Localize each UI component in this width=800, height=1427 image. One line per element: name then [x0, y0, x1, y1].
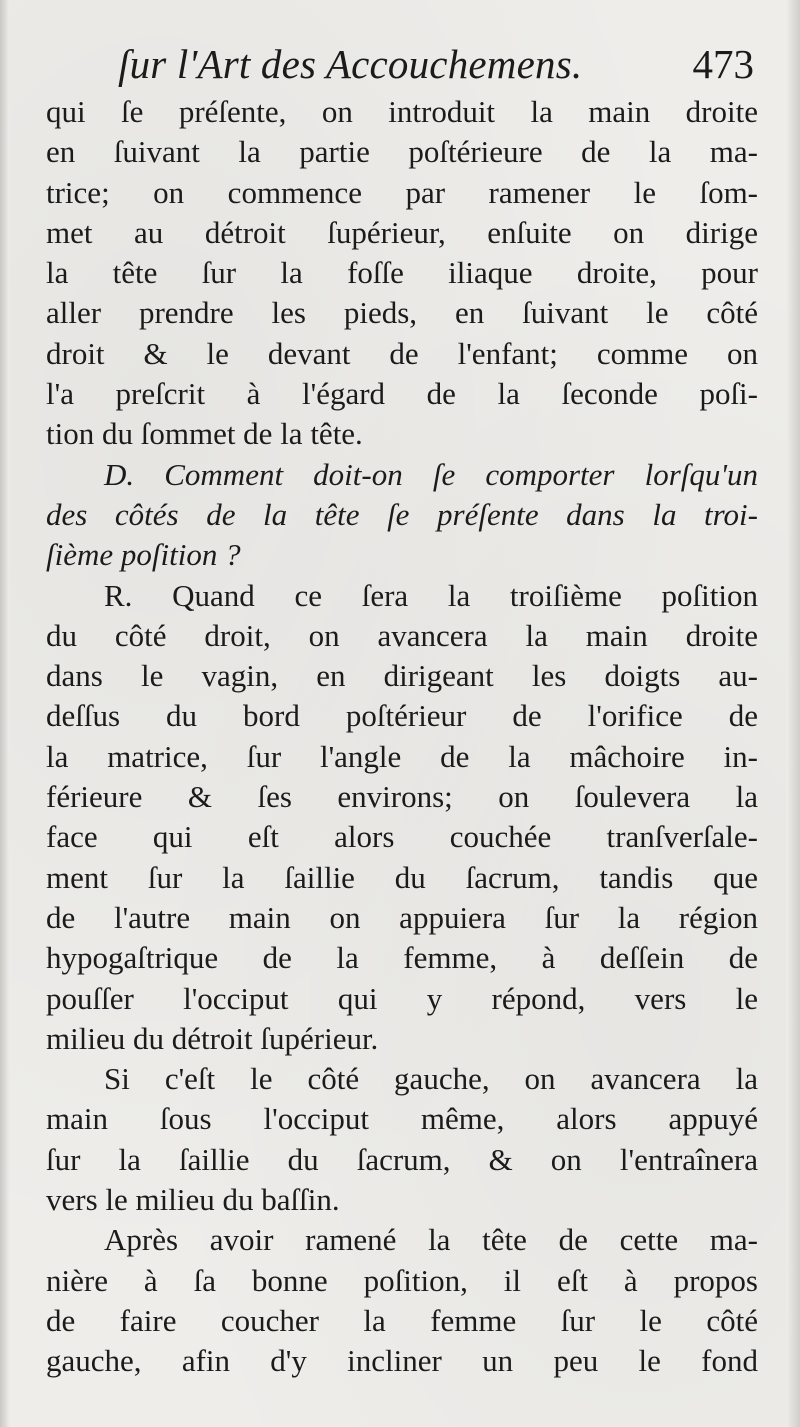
text-line: la matrice, ſur l'angle de la mâchoire in-: [46, 738, 758, 774]
text-line: tion du ſommet de la tête.: [46, 416, 363, 452]
text-line: nière à ſa bonne poſition, il eſt à propos: [46, 1262, 758, 1298]
text-line: qui ſe préſente, on introduit la main droite: [46, 94, 758, 129]
text-line: la tête ſur la foſſe iliaque droite, pour: [46, 255, 758, 291]
text-line: met au détroit ſupérieur, enſuite on dirige: [46, 214, 758, 250]
page-header: [118, 40, 754, 96]
text-line: milieu du détroit ſupérieur.: [46, 1020, 379, 1056]
question-line: des côtés de la tête ſe préſente dans la troi-: [46, 496, 758, 532]
text-line: hypogaſtrique de la femme, à deſſein de: [46, 940, 758, 976]
text-line: face qui eſt alors couchée tranſverſale-: [46, 819, 758, 855]
text-line: ment ſur la ſaillie du ſacrum, tandis que: [46, 859, 758, 895]
page-number: 473: [692, 41, 754, 87]
text-line: droit & le devant de l'enfant; comme on: [46, 335, 758, 371]
text-line: de faire coucher la femme ſur le côté: [46, 1302, 758, 1338]
text-line: aller prendre les pieds, en ſuivant le côté: [46, 295, 758, 331]
paragraph-line: Après avoir ramené la tête de cette ma-: [104, 1222, 758, 1258]
question-line: ſième poſition ?: [46, 537, 241, 573]
text-line: en ſuivant la partie poſtérieure de la ma-: [46, 134, 758, 170]
text-line: gauche, afin d'y incliner un peu le fond: [46, 1343, 758, 1379]
text-line: de l'autre main on appuiera ſur la région: [46, 899, 758, 935]
text-line: deſſus du bord poſtérieur de l'orifice de: [46, 698, 758, 734]
text-line: dans le vagin, en dirigeant les doigts au-: [46, 658, 758, 694]
text-line: ſur la ſaillie du ſacrum, & on l'entraînera: [46, 1141, 758, 1177]
text-line: trice; on commence par ramener le ſom-: [46, 174, 758, 210]
text-block: [46, 92, 758, 1382]
page-edge-left: [0, 0, 10, 1427]
answer-line: R. Quand ce ſera la troiſième poſition: [104, 577, 758, 613]
text-line: pouſſer l'occiput qui y répond, vers le: [46, 980, 758, 1016]
text-line: du côté droit, on avancera la main droite: [46, 617, 758, 653]
page-edge-right: [786, 0, 800, 1427]
running-title: ſur l'Art des Accouchemens.: [118, 41, 583, 87]
paragraph-line: Si c'eſt le côté gauche, on avancera la: [104, 1061, 758, 1097]
text-line: vers le milieu du baſſin.: [46, 1182, 340, 1218]
question-line: D. Comment doit-on ſe comporter lorſqu'un: [104, 456, 758, 492]
text-line: main ſous l'occiput même, alors appuyé: [46, 1101, 758, 1137]
text-line: l'a preſcrit à l'égard de la ſeconde poſi-: [46, 376, 758, 412]
text-line: férieure & ſes environs; on ſoulevera la: [46, 779, 758, 815]
